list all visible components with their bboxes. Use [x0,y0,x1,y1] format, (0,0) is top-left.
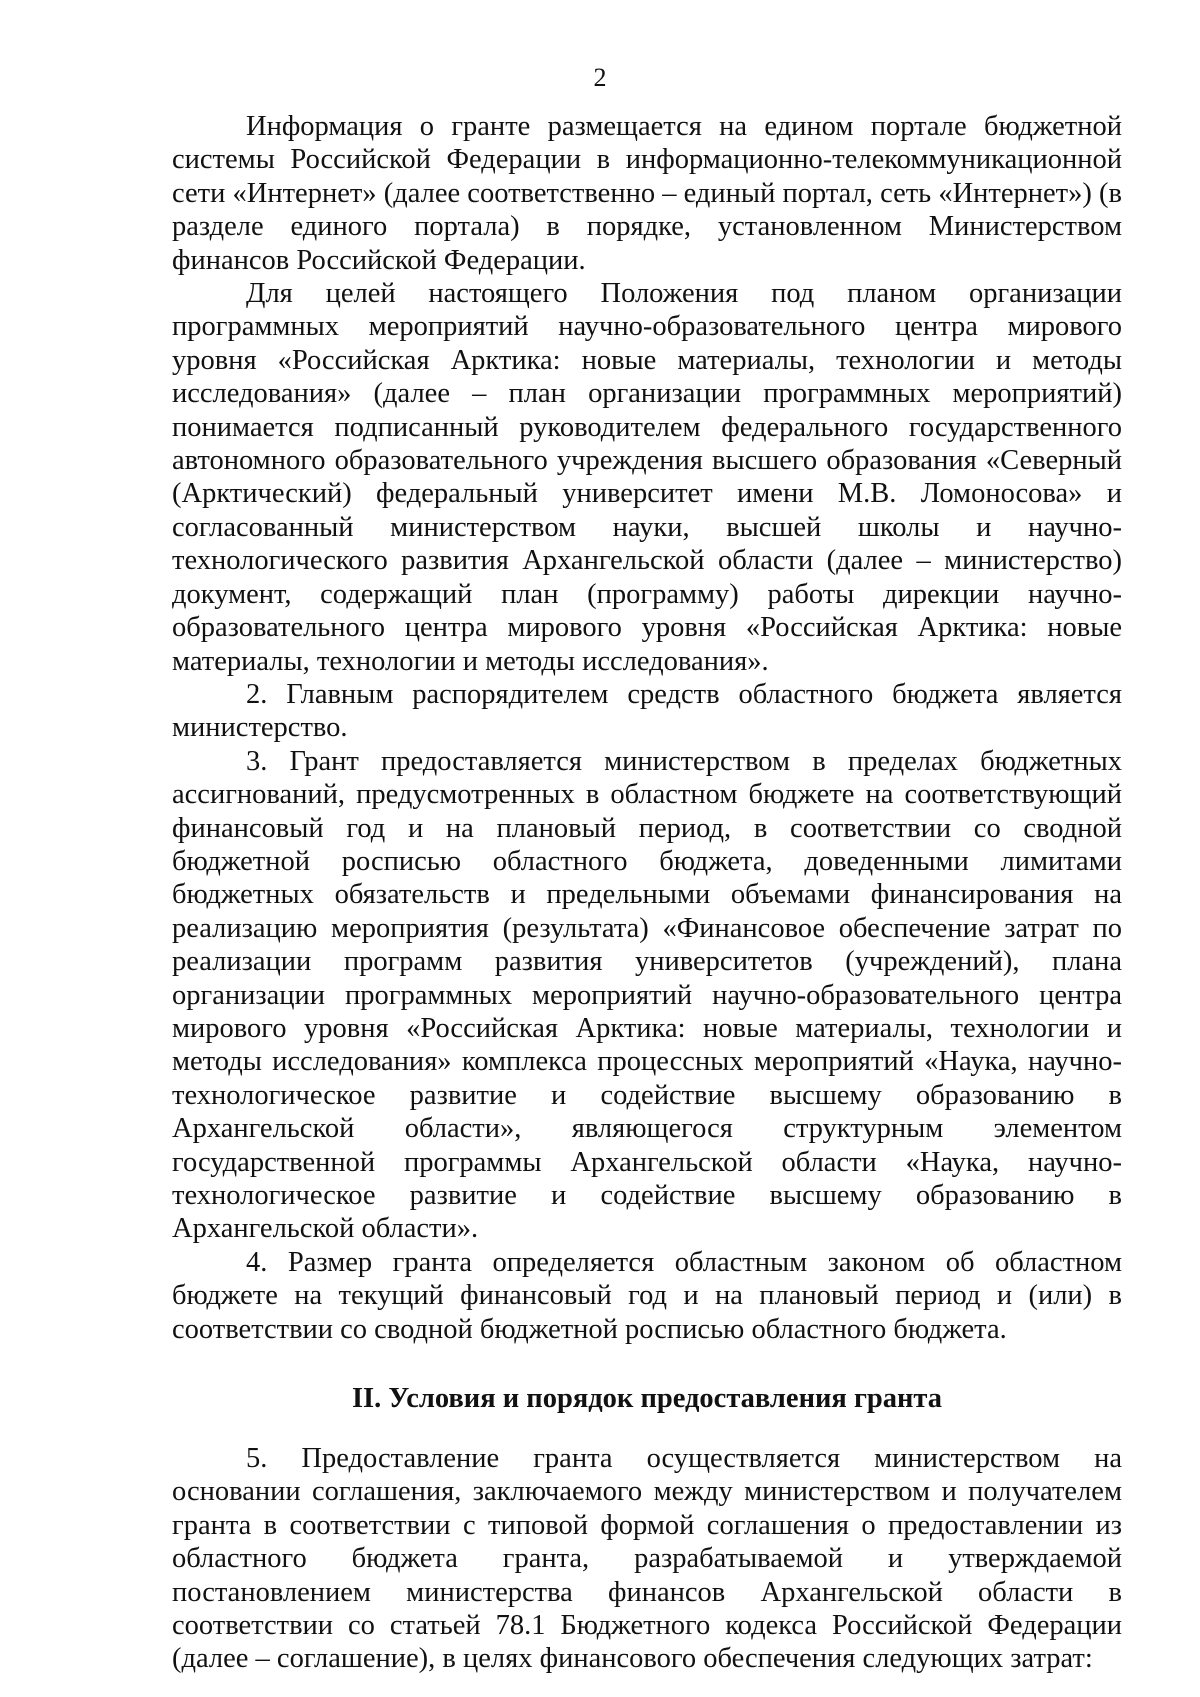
document-body [172,110,1122,1676]
paragraph-2-main-manager: 2. Главным распорядителем средств областного бюджета является министерство. [172,678,1122,744]
section-heading: II. Условия и порядок предоставления гранта [351,1383,943,1415]
paragraph-4-grant-size: 4. Размер гранта определяется областным законом об областном бюджете на текущий финансовый год и на плановый период и (или) в соответствии со сводной бюджетной росписью областного бюджета. [172,1246,1122,1345]
page-number: 2 [593,63,607,92]
paragraph-5-agreement: 5. Предоставление гранта осуществляется министерством на основании соглашения, заключаемого между министерством и получателем гранта в соответствии с типовой формой соглашения о предоставлении из областного бюджета гранта, разрабатываемой и утверждаемой постановлением министерства финансов Архангельской области в соответствии со статьей 78.1 Бюджетного кодекса Российской Федерации (далее – соглашение), в целях финансового обеспечения следующих затрат: [172,1443,1122,1675]
paragraph-grant-info: Информация о гранте размещается на едином портале бюджетной системы Российской Федерации в информационно-телекоммуникационной сети «Интернет» (далее соответственно – единый портал, сеть «Интернет») (в разделе единого портала) в порядке, установленном Министерством финансов Российской Федерации. [172,111,1122,276]
paragraph-plan-definition: Для целей настоящего Положения под планом организации программных мероприятий научно-образовательного центра мирового уровня «Российская Арктика: новые материалы, технологии и методы исследования» (далее – план организации программных мероприятий) понимается подписанный руководителем федерального государственного автономного образовательного учреждения высшего образования «Северный (Арктический) федеральный университет имени М.В. Ломоносова» и согласованный министерством науки, высшей школы и научно-технологического развития Архангельской области (далее – министерство) документ, содержащий план (программу) работы дирекции научно-образовательного центра мирового уровня «Российская Арктика: новые материалы, технологии и методы исследования». [172,278,1122,677]
paragraph-3-grant-provision: 3. Грант предоставляется министерством в пределах бюджетных ассигнований, предусмотренных в областном бюджете на соответствующий финансовый год и на плановый период, в соответствии со сводной бюджетной росписью областного бюджета, доведенными лимитами бюджетных обязательств и предельными объемами финансирования на реализацию мероприятия (результата) «Финансовое обеспечение затрат по реализации программ развития университетов (учреждений), плана организации программных мероприятий научно-образовательного центра мирового уровня «Российская Арктика: новые материалы, технологии и методы исследования» комплекса процессных мероприятий «Наука, научно-технологическое развитие и содействие высшему образованию в Архангельской области», являющегося структурным элементом государственной программы Архангельской области «Наука, научно-технологическое развитие и содействие высшему образованию в Архангельской области». [172,745,1122,1245]
